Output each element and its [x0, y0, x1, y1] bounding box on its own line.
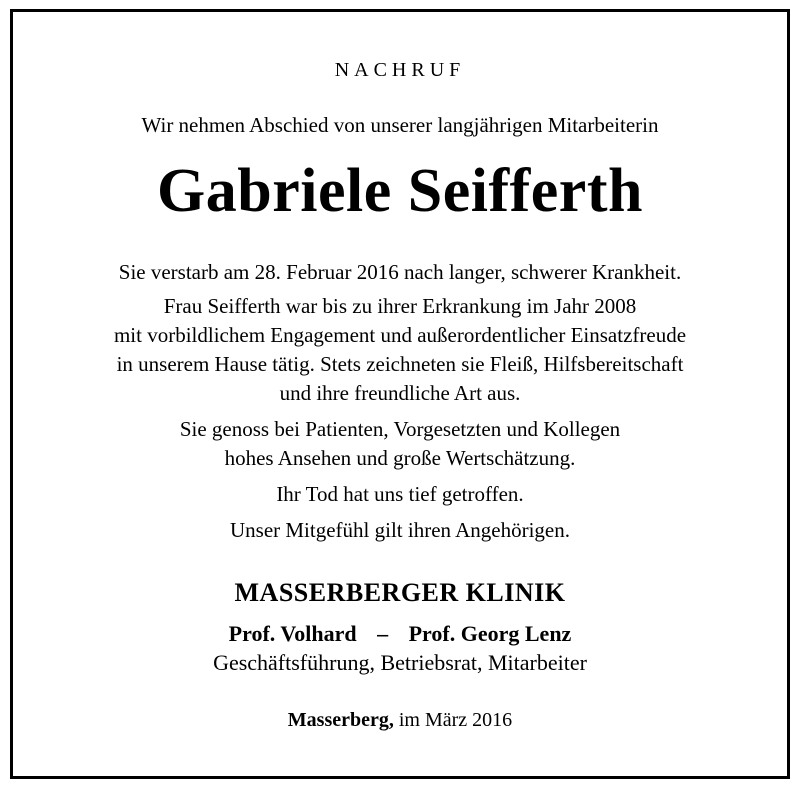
signatory-right: Prof. Georg Lenz [408, 621, 572, 646]
body-line-esteem-2: hohes Ansehen und große Wertschätzung. [224, 446, 576, 470]
intro-text: Wir nehmen Abschied von unserer langjährigen Mitarbeiterin [141, 113, 659, 137]
date-text: im März 2016 [398, 709, 513, 731]
obituary-heading: NACHRUF [334, 59, 466, 81]
signatory-left: Prof. Volhard [228, 621, 357, 646]
deceased-name: Gabriele Seifferth [157, 157, 643, 225]
body-line-esteem-1: Sie genoss bei Patienten, Vorgesetzten und Kollegen [179, 417, 621, 441]
place-name: Masserberg, [287, 709, 394, 731]
body-line-career-2: mit vorbildlichem Engagement und außerordentlicher Einsatzfreude [113, 323, 687, 347]
signatories [0, 623, 800, 645]
organization-name: MASSERBERGER KLINIK [234, 578, 566, 607]
body-line-career-1: Frau Seifferth war bis zu ihrer Erkrankung im Jahr 2008 [163, 294, 637, 318]
place-date [0, 710, 800, 730]
body-line-career-3: in unserem Hause tätig. Stets zeichneten sie Fleiß, Hilfsbereitschaft [116, 352, 684, 376]
body-line-grief: Ihr Tod hat uns tief getroffen. [276, 482, 524, 506]
signatory-roles: Geschäftsführung, Betriebsrat, Mitarbeiter [213, 650, 587, 675]
body-line-condolence: Unser Mitgefühl gilt ihren Angehörigen. [229, 518, 571, 542]
body-line-death: Sie verstarb am 28. Februar 2016 nach langer, schwerer Krankheit. [118, 260, 682, 284]
signatory-separator: – [377, 621, 389, 646]
body-line-career-4: und ihre freundliche Art aus. [279, 381, 521, 405]
